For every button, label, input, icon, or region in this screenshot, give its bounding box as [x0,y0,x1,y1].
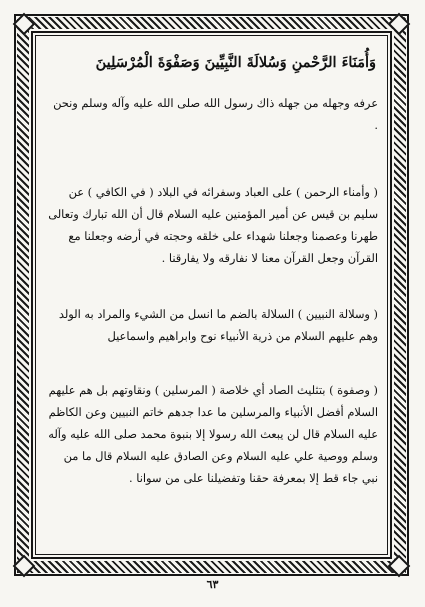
page-number: ٦٣ [206,578,219,591]
paragraph-1: عرفه وجهله من جهله ذاك رسول الله صلى الله عليه وآله وسلم ونحن . [53,96,378,132]
section-heading: وَأُمَنَاءَ الرَّحْمنِ وَسُلالَةَ النَّبِيِّينَ وَصَفْوَةَ الْمُرْسَلِينَ [95,54,376,71]
page-content [46,48,378,548]
paragraph-3: ( وسلالة النبيين ) السلالة بالضم ما انسل من الشيء والمراد به الولد وهم عليهم السلام من ذرية الأنبياء نوح وابراهيم واسماعيل [58,307,378,343]
paragraph-4: ( وصفوة ) بتثليث الصاد أي خلاصة ( المرسلين ) ونقاوتهم بل هم عليهم السلام أفضل الأنبياء والمرسلين ما عدا جدهم خاتم النبيين وعن الكاظم عليه السلام قال لن يبعث الله رسولا إلا بنبوة محمد صلى الله عليه وآله وسلم ووصية علي عليه السلام وعن الصادق عليه السلام قال ما من نبي جاء قط إلا بمعرفة حقنا وتفضيلنا على من سوانا . [48,383,378,485]
paragraph-2: ( وأمناء الرحمن ) على العباد وسفرائه في البلاد ( في الكافي ) عن سليم بن قيس عن أمير المؤمنين عليه السلام قال أن الله تبارك وتعالى طهرنا وعصمنا وجعلنا شهداء على خلقه وحجته في أرضه وجعلنا مع القرآن وجعل القرآن معنا لا نفارقه ولا يفارقنا . [48,185,378,265]
